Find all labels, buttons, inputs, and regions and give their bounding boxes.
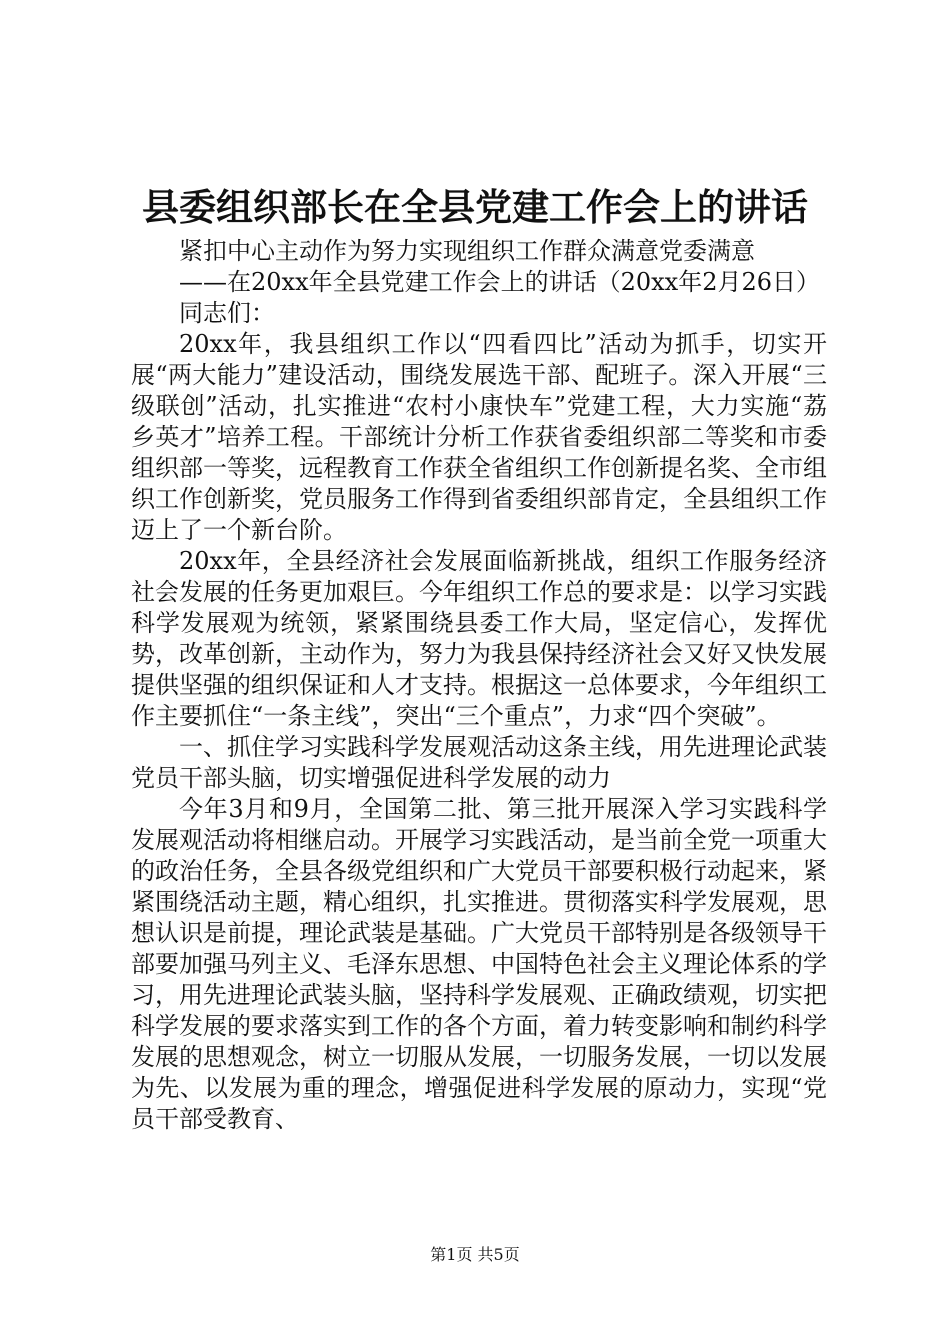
subtitle-line: 紧扣中心主动作为努力实现组织工作群众满意党委满意: [179, 237, 755, 265]
page-footer: 第1页 共5页: [430, 1245, 520, 1264]
salutation: 同志们：: [179, 299, 275, 327]
paragraph-section-1: 今年3月和9月，全国第二批、第三批开展深入学习实践科学发展观活动将相继启动。开展学习实践活动，是当前全党一项重大的政治任务，全县各级党组织和广大党员干部要积极行动起来，紧紧围绕活动主题，精心组织，扎实推进。贯彻落实科学发展观，思想认识是前提，理论武装是基础。广大党员干部特别是各级领导干部要加强马列主义、毛泽东思想、中国特色社会主义理论体系的学习，用先进理论武装头脑，坚持科学发展观、正确政绩观，切实把科学发展的要求落实到工作的各个方面，着力转变影响和制约科学发展的思想观念，树立一切服从发展，一切服务发展，一切以发展为先、以发展为重的理念，增强促进科学发展的原动力，实现“党员干部受教育、: [131, 795, 827, 1133]
document-body: [131, 236, 827, 1135]
paragraph-requirements: 20xx年，全县经济社会发展面临新挑战，组织工作服务经济社会发展的任务更加艰巨。今年组织工作总的要求是：以学习实践科学发展观为统领，紧紧围绕县委工作大局，坚定信心，发挥优势，改革创新，主动作为，努力为我县保持经济社会又好又快发展提供坚强的组织保证和人才支持。根据这一总体要求，今年组织工作主要抓住“一条主线”，突出“三个重点”，力求“四个突破”。: [131, 547, 827, 730]
paragraph-review: 20xx年，我县组织工作以“四看四比”活动为抓手，切实开展“两大能力”建设活动，围绕发展选干部、配班子。深入开展“三级联创”活动，扎实推进“农村小康快车”党建工程，大力实施“荔乡英才”培养工程。干部统计分析工作获省委组织部二等奖和市委组织部一等奖，远程教育工作获全省组织工作创新提名奖、全市组织工作创新奖，党员服务工作得到省委组织部肯定，全县组织工作迈上了一个新台阶。: [131, 330, 827, 544]
speech-occasion-line: ——在20xx年全县党建工作会上的讲话（20xx年2月26日）: [179, 268, 821, 296]
document-title: 县委组织部长在全县党建工作会上的讲话: [142, 185, 808, 229]
section-heading-1: 一、抓住学习实践科学发展观活动这条主线，用先进理论武装党员干部头脑，切实增强促进科学发展的动力: [131, 733, 827, 792]
